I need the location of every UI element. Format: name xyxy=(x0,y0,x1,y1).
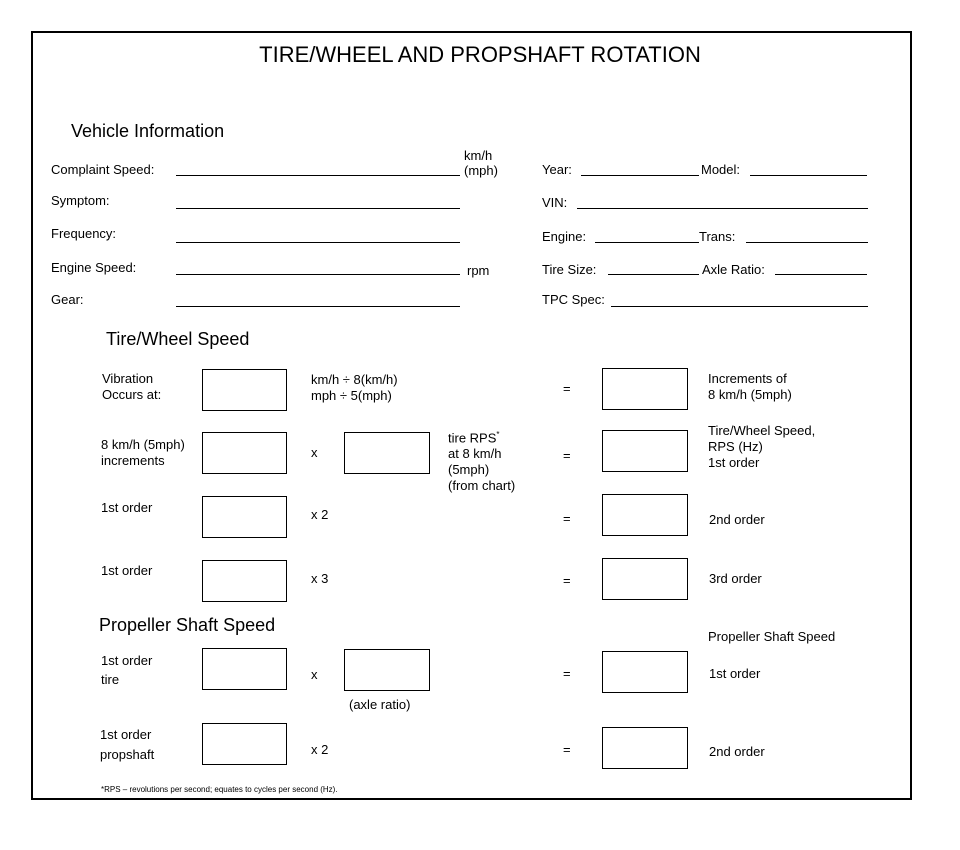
frequency-label: Frequency: xyxy=(51,226,117,241)
engine-field[interactable] xyxy=(595,242,699,243)
engine-speed-field[interactable] xyxy=(176,274,460,275)
tire-rps-box[interactable] xyxy=(344,432,430,474)
symptom-label: Symptom: xyxy=(51,193,110,208)
equals-sign: = xyxy=(563,511,571,526)
form-frame xyxy=(31,31,912,800)
tire-rps-note-line3: (5mph) xyxy=(448,462,490,478)
vibration-speed-box[interactable] xyxy=(202,369,287,411)
tpc-spec-label: TPC Spec: xyxy=(542,292,605,307)
first-order-label: 1st order xyxy=(101,500,153,515)
year-field[interactable] xyxy=(581,175,699,176)
increments-result-box[interactable] xyxy=(602,368,688,410)
increments-result-label xyxy=(708,371,792,403)
engine-label: Engine: xyxy=(542,229,587,244)
trans-field[interactable] xyxy=(746,242,868,243)
propshaft-right-heading: Propeller Shaft Speed xyxy=(708,629,836,644)
third-order-label: 3rd order xyxy=(709,571,762,586)
increments-label-line1: 8 km/h (5mph) xyxy=(101,437,185,452)
fo-tire-line2: tire xyxy=(101,672,120,687)
increments-label-line2: increments xyxy=(101,453,165,468)
fo-tire-line1: 1st order xyxy=(101,653,153,668)
first-order-tire-label xyxy=(101,651,152,689)
symptom-field[interactable] xyxy=(176,208,460,209)
unit-mph: (mph) xyxy=(464,163,498,178)
complaint-speed-unit xyxy=(464,148,498,178)
complaint-speed-field[interactable] xyxy=(176,175,460,176)
vibration-label-line2: Occurs at: xyxy=(102,387,162,402)
third-order-box[interactable] xyxy=(602,558,688,600)
first-order-box[interactable] xyxy=(202,496,287,538)
axle-ratio-note: (axle ratio) xyxy=(349,697,411,712)
propshaft-second-order-box[interactable] xyxy=(602,727,688,769)
propshaft-heading: Propeller Shaft Speed xyxy=(99,615,276,635)
increments-line1: Increments of xyxy=(708,371,787,386)
equals-sign: = xyxy=(563,742,571,757)
footnote: *RPS – revolutions per second; equates to cycles per second (Hz). xyxy=(101,785,338,794)
fo-prop-line1: 1st order xyxy=(100,727,152,742)
tire-wheel-heading: Tire/Wheel Speed xyxy=(106,329,250,349)
complaint-speed-label: Complaint Speed: xyxy=(51,162,155,177)
tw-speed-line3: 1st order xyxy=(708,455,760,470)
first-order-label: 1st order xyxy=(101,563,153,578)
axle-ratio-field[interactable] xyxy=(775,274,867,275)
equals-sign: = xyxy=(563,573,571,588)
tire-wheel-speed-label xyxy=(708,423,815,471)
propshaft-second-order-label: 2nd order xyxy=(709,744,765,759)
multiply-sign: x xyxy=(311,445,318,460)
fo-prop-line2: propshaft xyxy=(100,747,155,762)
first-order-box[interactable] xyxy=(202,560,287,602)
tire-rps-note-line1 xyxy=(448,427,515,446)
first-order-propshaft-label xyxy=(100,725,154,765)
tire-size-label: Tire Size: xyxy=(542,262,597,277)
trans-label: Trans: xyxy=(699,229,736,244)
first-order-propshaft-box[interactable] xyxy=(202,723,287,765)
tw-speed-line2: RPS (Hz) xyxy=(708,439,763,454)
frequency-field[interactable] xyxy=(176,242,460,243)
times-two: x 2 xyxy=(311,507,329,522)
tire-wheel-speed-box[interactable] xyxy=(602,430,688,472)
gear-label: Gear: xyxy=(51,292,84,307)
increments-input-box[interactable] xyxy=(202,432,287,474)
axle-ratio-label: Axle Ratio: xyxy=(702,262,765,277)
first-order-tire-box[interactable] xyxy=(202,648,287,690)
model-field[interactable] xyxy=(750,175,867,176)
tire-rps-note-line4: (from chart) xyxy=(448,478,516,494)
equals-sign: = xyxy=(563,381,571,396)
vin-field[interactable] xyxy=(577,208,868,209)
gear-field[interactable] xyxy=(176,306,460,307)
equals-sign: = xyxy=(563,666,571,681)
second-order-box[interactable] xyxy=(602,494,688,536)
propshaft-first-order-label: 1st order xyxy=(709,666,761,681)
increments-line2: 8 km/h (5mph) xyxy=(708,387,792,402)
vibration-label xyxy=(102,371,161,403)
tpc-spec-field[interactable] xyxy=(611,306,868,307)
tire-rps-text: tire RPS xyxy=(448,430,497,446)
equals-sign: = xyxy=(563,448,571,463)
vin-label: VIN: xyxy=(542,195,568,210)
axle-ratio-box[interactable] xyxy=(344,649,430,691)
model-label: Model: xyxy=(701,162,741,177)
vibration-label-line1: Vibration xyxy=(102,371,154,386)
second-order-label: 2nd order xyxy=(709,512,765,527)
times-two: x 2 xyxy=(311,742,329,757)
engine-speed-label: Engine Speed: xyxy=(51,260,137,275)
propshaft-first-order-box[interactable] xyxy=(602,651,688,693)
unit-kmh: km/h xyxy=(464,148,493,163)
tw-speed-line1: Tire/Wheel Speed, xyxy=(708,423,816,438)
footnote-marker: * xyxy=(496,430,500,439)
rpm-unit: rpm xyxy=(467,263,490,278)
tire-size-field[interactable] xyxy=(608,274,699,275)
vehicle-info-heading: Vehicle Information xyxy=(71,121,225,141)
form-title: TIRE/WHEEL AND PROPSHAFT ROTATION xyxy=(259,42,701,67)
divisor-mph: mph ÷ 5(mph) xyxy=(311,388,392,403)
divisor-kmh: km/h ÷ 8(km/h) xyxy=(311,372,398,387)
tire-rps-note xyxy=(448,427,515,494)
tire-rps-note-line2: at 8 km/h xyxy=(448,446,502,462)
year-label: Year: xyxy=(542,162,572,177)
increments-label xyxy=(101,437,185,469)
speed-divisor-text xyxy=(311,372,398,404)
times-three: x 3 xyxy=(311,571,329,586)
multiply-sign: x xyxy=(311,667,318,682)
